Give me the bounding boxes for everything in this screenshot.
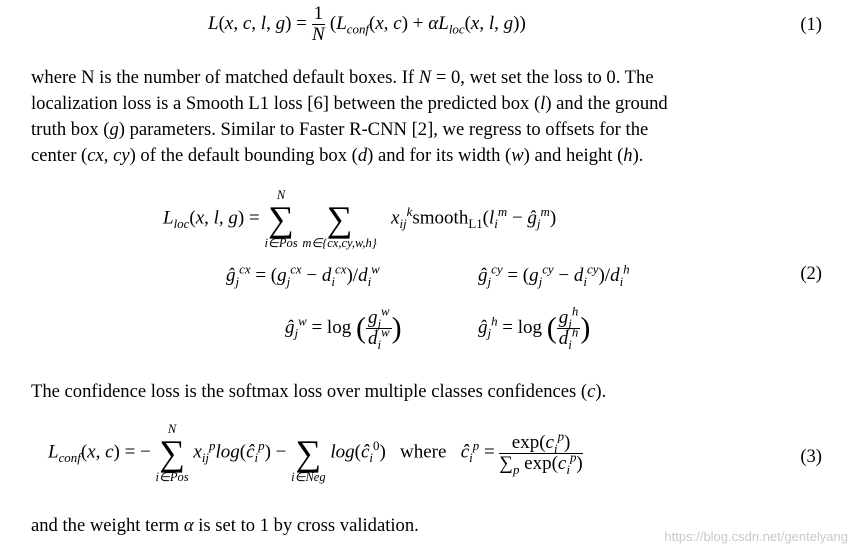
equation-2-loc: $L_{loc}(x$, l, g) = N ∑ i∈Pos ∑ m∈{cx,cy,w,h} $x_{ij}^ksmooth_{L1}(l_i^m$ − $ĝ_j^m$): [163, 188, 557, 250]
paragraph-matched-boxes: where N is the number of matched default boxes. If N = 0, wet set the loss to 0. The localization loss is a Smooth L1 loss [6] between the predicted box (l) and the ground truth box (g) parameters. Similar to Faster R-CNN [2], we regress to offsets for the center (cx, cy) of the default bounding box (d) and for its width (w) and height (h).: [31, 67, 668, 166]
text-span: The confidence loss is the softmax loss over multiple classes confidences (: [31, 381, 588, 402]
text-span: , wet set the loss to 0. The: [460, 67, 654, 88]
text-span: ) and for its width (: [367, 145, 512, 166]
text-span: ).: [632, 145, 644, 166]
equation-1: L(x, c, l, g) = $\frac{1}{N}$ ($L_{conf}(x$, $c) + \alpha L_{loc}(x$, l, g)): [208, 3, 526, 45]
equation-2-offset-cy: $ĝ_j^{cy} = (g_j^{cy} - d_i^{cy})/d_i^h$: [478, 261, 630, 289]
text-span: is set to 1 by cross validation.: [193, 515, 419, 536]
equation-2-offset-cx: $ĝ_j^{cx} = (g_j^{cx} - d_i^{cx})/d_i^w$: [226, 261, 380, 289]
text-span: ) and height (: [523, 145, 624, 166]
text-span: truth box (: [31, 119, 110, 140]
text-span: ).: [595, 381, 607, 402]
equation-2-offset-h: $ĝ_j^h = \log$ ( $\frac{g_j^h}{d_i^h}$ ): [478, 303, 591, 352]
where-word: where: [400, 441, 447, 463]
paragraph-confidence-loss: The confidence loss is the softmax loss over multiple classes confidences (c).: [31, 381, 607, 402]
equation-2-number: (2): [800, 263, 822, 284]
text-span: ) of the default bounding box (: [129, 145, 358, 166]
equation-3-number: (3): [800, 446, 822, 467]
equation-2-offset-w: $ĝ_j^w = \log$ ( $\frac{g_j^w}{d_i^w}$ ): [285, 303, 402, 352]
equation-3: $L_{conf}(x$, c) = − N ∑ i∈Pos $x_{ij}^p\log(ĉ_i^p)$ − ∑ i∈Neg $\log(ĉ_i^0)$ where $ĉ_i^p$ = $\frac{\exp(c_i^p)}{\sum_p \exp(c_i^p)}$: [48, 422, 583, 484]
paragraph-weight-term: and the weight term α is set to 1 by cross validation.: [31, 515, 419, 536]
equation-1-number: (1): [800, 14, 822, 35]
text-span: ) parameters. Similar to Faster R-CNN [2], we regress to offsets for the: [118, 119, 649, 140]
text-span: and the weight term: [31, 515, 184, 536]
text-span: localization loss is a Smooth L1 loss [6] between the predicted box (: [31, 93, 541, 114]
text-span: center (: [31, 145, 88, 166]
text-span: where N is the number of matched default boxes. If: [31, 67, 419, 88]
text-span: ) and the ground: [545, 93, 668, 114]
watermark-text: https://blog.csdn.net/gentelyang: [664, 529, 848, 544]
